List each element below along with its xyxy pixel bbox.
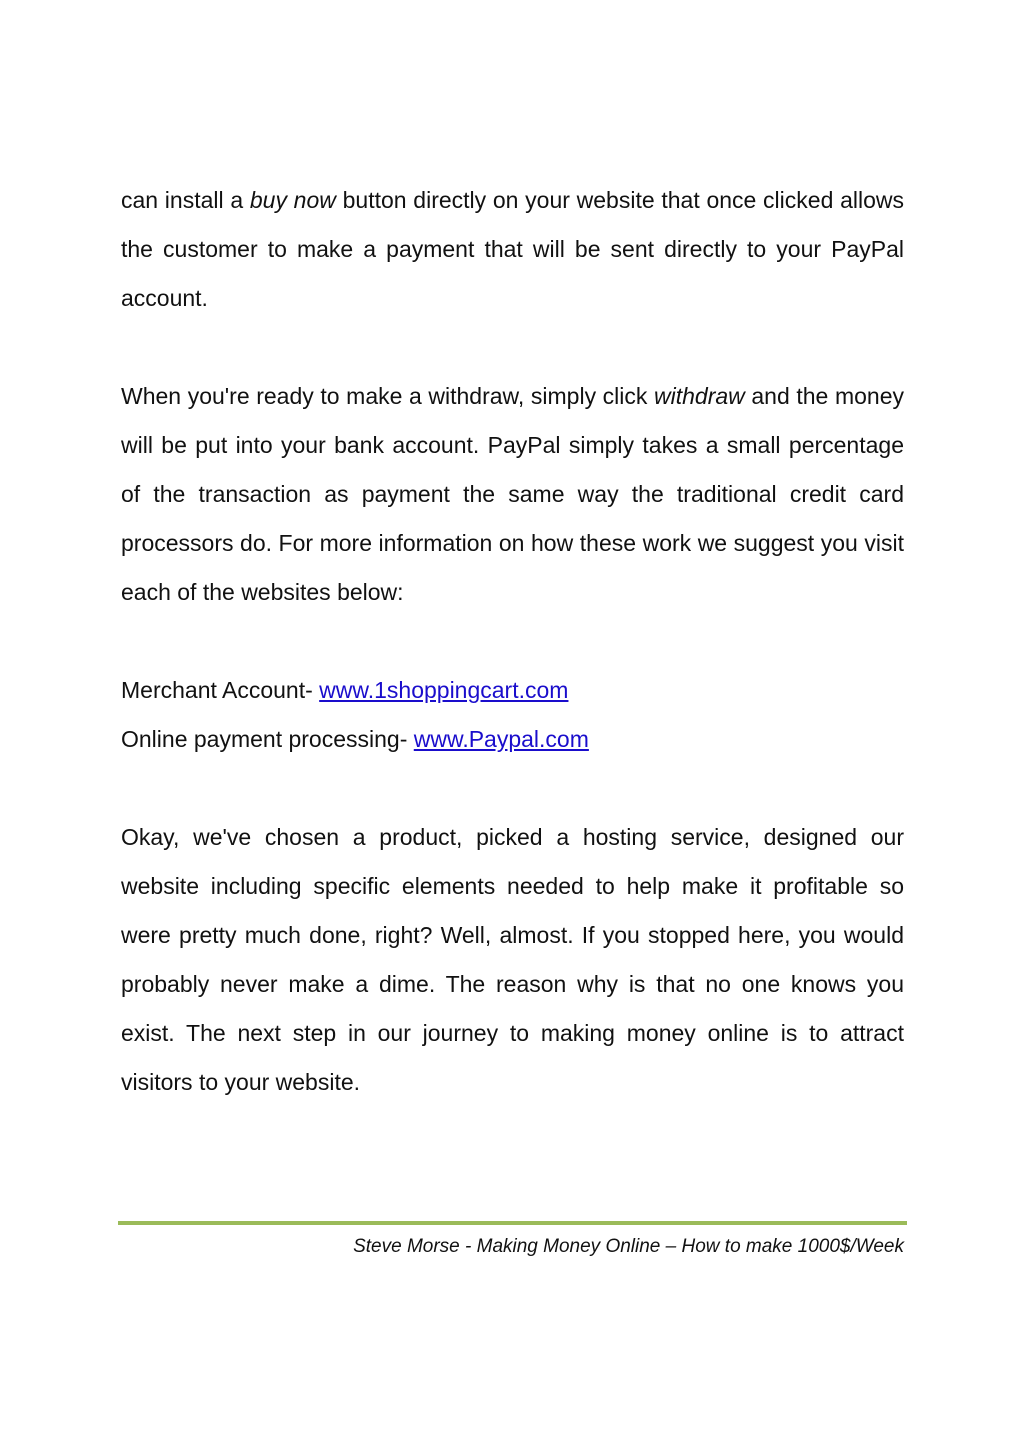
paragraph-buy-now: [121, 176, 904, 323]
website-links: [121, 666, 904, 764]
paypal-link[interactable]: www.Paypal.com: [413, 726, 589, 752]
shoppingcart-link[interactable]: www.1shoppingcart.com: [319, 677, 569, 703]
link-label: Online payment processing-: [121, 726, 414, 752]
emphasis-withdraw: withdraw: [654, 383, 745, 409]
link-label: Merchant Account-: [121, 677, 320, 703]
footer-divider: [118, 1221, 907, 1225]
paragraph-text: When you're ready to make a withdraw, simply click: [121, 383, 655, 409]
payment-processing-line: [121, 715, 904, 764]
paragraph-text: and the money will be put into your bank account. PayPal simply takes a small percentage of the transaction as payment the same way the traditional credit card processors do. For more information on how these work we suggest you visit each of the websites below:: [121, 383, 904, 605]
document-page: [121, 176, 904, 1107]
paragraph-withdraw: [121, 372, 904, 617]
paragraph-text: can install a: [121, 187, 250, 213]
paragraph-text: button directly on your website that once clicked allows the customer to make a payment that will be sent directly to your PayPal account.: [121, 187, 905, 311]
paragraph-next-step: Okay, we've chosen a product, picked a hosting service, designed our website including specific elements needed to help make it profitable so were pretty much done, right? Well, almost. If you stopped here, you would probably never make a dime. The reason why is that no one knows you exist. The next step in our journey to making money online is to attract visitors to your website.: [121, 824, 904, 1095]
footer-title: Steve Morse - Making Money Online – How to make 1000$/Week: [353, 1236, 904, 1257]
merchant-account-line: [121, 666, 904, 715]
emphasis-buy-now: buy now: [249, 187, 336, 213]
